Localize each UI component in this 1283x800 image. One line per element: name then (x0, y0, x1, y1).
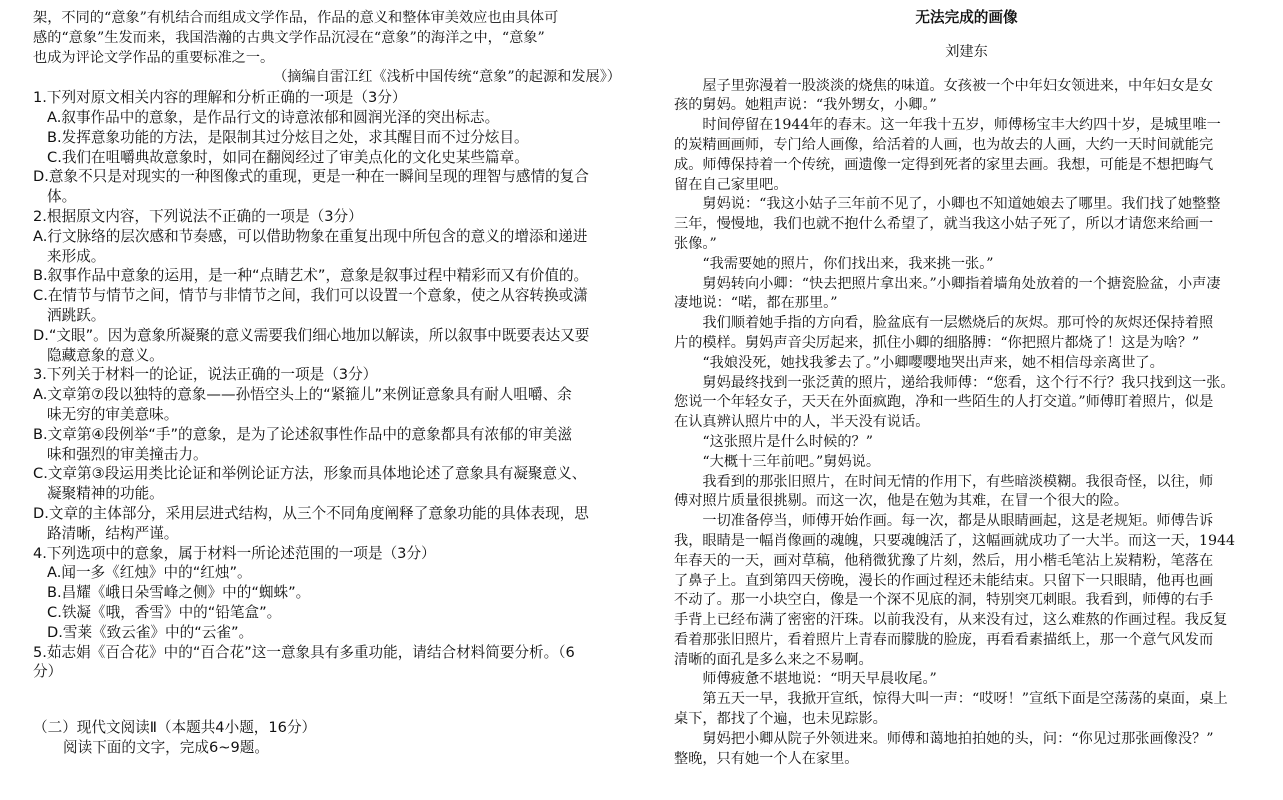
passage-line: 留在自己家里吧。 (674, 176, 788, 193)
question-1-option-a: A.叙事作品中的意象，是作品行文的诗意浓郁和圆润光泽的突出标志。 (47, 108, 500, 126)
question-4-option-d: D.雪莱《致云雀》中的“云雀”。 (47, 623, 254, 641)
passage-line: 屋子里弥漫着一股淡淡的烧焦的味道。女孩被一个中年妇女领进来，中年妇女是女 (702, 77, 1214, 94)
question-2-option-c: C.在情节与情节之间，情节与非情节之间，我们可以设置一个意象，使之从容转换或潇 (33, 287, 588, 305)
passage-line: “大概十三年前吧。”舅妈说。 (702, 453, 881, 470)
left-column (33, 0, 623, 758)
passage-line: 看着那张旧照片，看着照片上青春而朦胧的脸庞，再看看素描纸上，那一个意气风发而 (674, 631, 1214, 648)
passage-line: 了鼻子上。直到第四天傍晚，漫长的作画过程还未能结束。只留下一只眼睛，他再也画 (674, 572, 1214, 589)
question-2-option-b: B.叙事作品中意象的运用，是一种“点睛艺术”，意象是叙事过程中精彩而又有价值的。 (33, 267, 589, 285)
question-5-stem-cont: 分） (33, 663, 63, 681)
question-2-option-c-cont: 洒跳跃。 (47, 306, 106, 324)
passage-line: 舅妈把小卿从院子外领进来。师傅和蔼地拍拍她的头，问：“你见过那张画像没？” (702, 730, 1214, 747)
passage-line: 年春天的一天，画对草稿，他稍微犹豫了片刻，然后，用小楷毛笔沾上炭精粉，笔落在 (674, 552, 1214, 569)
passage-line: 的炭精画画师，专门给人画像，给活着的人画，也为故去的人画，大约一天时间就能完 (674, 136, 1214, 153)
intro-line: 架，不同的“意象”有机结合而组成文学作品，作品的意义和整体审美效应也由具体可 (33, 10, 559, 26)
question-1-option-b: B.发挥意象功能的方法，是限制其过分炫目之处，求其醒目而不过分炫目。 (47, 128, 529, 146)
passage-line: 我，眼睛是一幅肖像画的魂魄，只要魂魄活了，这幅画就成功了一大半。而这一天，1944 (674, 532, 1236, 549)
intro-line: 感的“意象”生发而来，我国浩瀚的古典文学作品沉浸在“意象”的海洋之中，“意象” (33, 29, 545, 46)
passage-author: 刘建东 (945, 43, 988, 60)
passage-line: 整晚，只有她一个人在家里。 (674, 750, 859, 767)
question-2-option-a: A.行文脉络的层次感和节奏感，可以借助物象在重复出现中所包含的意义的增添和递进 (33, 227, 588, 245)
passage-line: 桌下，都找了个遍，也未见踪影。 (674, 711, 887, 728)
question-3-option-c: C.文章第③段运用类比论证和举例论证方法，形象而具体地论述了意象具有凝聚意义、 (33, 465, 587, 483)
question-3-option-b: B.文章第④段例举“手”的意象，是为了论述叙事性作品中的意象都具有浓郁的审美滋 (33, 425, 573, 443)
question-3-option-d-cont: 路清晰，结构严谨。 (47, 524, 179, 542)
question-5-stem: 5.茹志娟《百合花》中的“百合花”这一意象具有多重功能，请结合材料简要分析。（6 (33, 643, 575, 661)
question-2-option-d: D.“文眼”。因为意象所凝聚的意义需要我们细心地加以解读，所以叙事中既要表达又要 (33, 326, 590, 344)
passage-line: 一切准备停当，师傅开始作画。每一次，都是从眼睛画起，这是老规矩。师傅告诉 (702, 513, 1214, 530)
question-4-stem: 4.下列选项中的意象，属于材料一所论述范围的一项是（3分） (33, 544, 436, 562)
section-heading: （二）现代文阅读Ⅱ（本题共4小题，16分） (33, 719, 317, 737)
passage-line: 舅妈说：“我这小姑子三年前不见了，小卿也不知道她娘去了哪里。我们找了她整整 (702, 196, 1221, 213)
question-4-option-c: C.铁凝《哦，香雪》中的“铅笔盒”。 (47, 603, 282, 621)
question-2-option-d-cont: 隐藏意象的意义。 (47, 346, 164, 364)
question-1-option-c: C.我们在咀嚼典故意象时，如同在翻阅经过了审美点化的文化史某些篇章。 (47, 148, 529, 166)
passage-line: “这张照片是什么时候的？” (702, 433, 873, 450)
question-3-option-c-cont: 凝聚精神的功能。 (47, 485, 164, 503)
passage-line: 在认真辨认照片中的人，半天没有说话。 (674, 414, 930, 431)
intro-line: 也成为评论文学作品的重要标准之一。 (33, 49, 275, 66)
passage-line: 您说一个年轻女子，天天在外面疯跑，净和一些陌生的人打交道。”师傅盯着照片，似是 (674, 394, 1214, 411)
passage-line: 傅对照片质量很挑剔。而这一次，他是在勉为其难，在冒一个很大的险。 (674, 493, 1129, 510)
passage-line: 第五天一早，我掀开宣纸，惊得大叫一声：“哎呀！”宣纸下面是空荡荡的桌面，桌上 (702, 691, 1228, 708)
passage-line: 片的模样。舅妈声音尖厉起来，抓住小卿的细胳膊：“你把照片都烧了！这是为啥？” (674, 334, 1200, 351)
question-2-option-a-cont: 来形成。 (47, 247, 106, 265)
passage-line: 手背上已经布满了密密的汗珠。以前我没有，从来没有过，这么难熬的作画过程。我反复 (674, 612, 1228, 629)
passage-line: 孩的舅妈。她粗声说：“我外甥女，小卿。” (674, 97, 937, 114)
passage-line: 我们顺着她手指的方向看，脸盆底有一层燃烧后的灰烬。那可怜的灰烬还保持着照 (702, 315, 1214, 332)
passage-line: 我看到的那张旧照片，在时间无情的作用下，有些暗淡模糊。我很奇怪，以往，师 (702, 473, 1214, 490)
question-3-option-a: A.文章第⑦段以独特的意象——孙悟空头上的“紧箍儿”来例证意象具有耐人咀嚼、余 (33, 386, 572, 404)
question-4-option-b: B.昌耀《峨日朵雪峰之侧》中的“蜘蛛”。 (47, 584, 311, 602)
passage-line: 舅妈最终找到一张泛黄的照片，递给我师傅：“您看，这个行不行？我只找到这一张。 (702, 374, 1235, 391)
passage-line: 凄地说：“喏，都在那里。” (674, 295, 838, 312)
passage-line: 清晰的面孔是多么来之不易啊。 (674, 651, 873, 668)
passage-line: 时间停留在1944年的春末。这一年我十五岁，师傅杨宝丰大约四十岁，是城里唯一 (702, 117, 1221, 134)
passage-line: 三年，慢慢地，我们也就不抱什么希望了，就当我这小姑子死了，所以才请您来给画一 (674, 216, 1214, 233)
passage-line: 成。师傅保持着一个传统，画遗像一定得到死者的家里去画。我想，可能是不想把晦气 (674, 156, 1214, 173)
right-column (674, 0, 1259, 769)
passage-line: “我需要她的照片，你们找出来，我来挑一张。” (702, 255, 994, 272)
passage-title: 无法完成的画像 (915, 9, 1018, 26)
source-citation: （摘编自雷江红《浅析中国传统“意象”的起源和发展》） (273, 69, 621, 86)
passage-line: 师傅疲惫不堪地说：“明天早晨收尾。” (702, 671, 937, 688)
question-3-option-b-cont: 味和强烈的审美撞击力。 (47, 445, 208, 463)
passage-line: “我娘没死，她找我爹去了。”小卿嘤嘤地哭出声来，她不相信母亲离世了。 (702, 354, 1164, 371)
question-4-option-a: A.闻一多《红烛》中的“红烛”。 (47, 564, 252, 582)
question-1-option-d-cont: 体。 (47, 188, 77, 206)
question-1-stem: 1.下列对原文相关内容的理解和分析正确的一项是（3分） (33, 89, 407, 107)
question-3-stem: 3.下列关于材料一的论证，说法正确的一项是（3分） (33, 366, 378, 384)
question-2-stem: 2.根据原文内容，下列说法不正确的一项是（3分） (33, 207, 363, 225)
passage-line: 不动了。那一小块空白，像是一个深不见底的洞，特别突兀刺眼。我看到，师傅的右手 (674, 592, 1214, 609)
question-3-option-a-cont: 味无穷的审美意味。 (47, 405, 179, 423)
section-instruction: 阅读下面的文字，完成6~9题。 (63, 738, 269, 756)
passage-line: 舅妈转向小卿：“快去把照片拿出来。”小卿指着墙角处放着的一个搪瓷脸盆，小声凄 (702, 275, 1221, 292)
question-3-option-d: D.文章的主体部分，采用层进式结构，从三个不同角度阐释了意象功能的具体表现，思 (33, 504, 589, 522)
passage-line: 张像。” (674, 235, 717, 252)
question-1-option-d: D.意象不只是对现实的一种图像式的重现，更是一种在一瞬间呈现的理智与感情的复合 (33, 168, 589, 186)
